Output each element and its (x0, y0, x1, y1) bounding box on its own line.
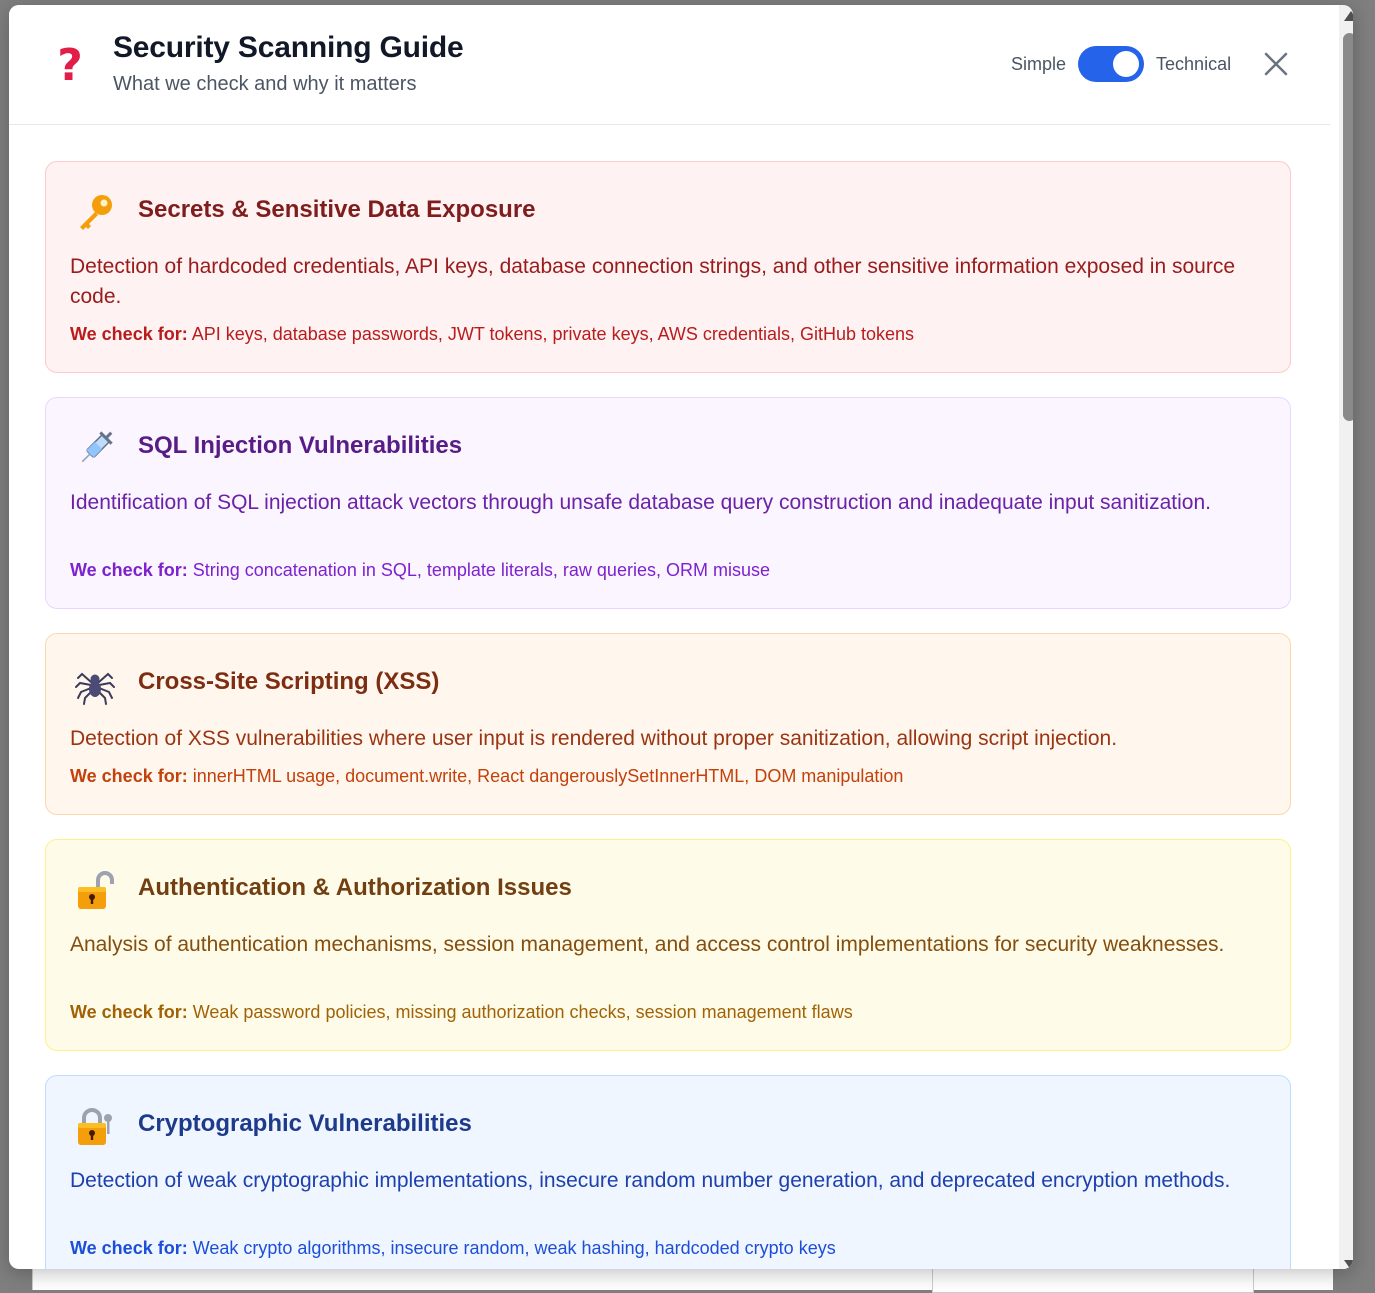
check-label: We check for: (70, 1238, 188, 1258)
check-items: Weak crypto algorithms, insecure random, weak hashing, hardcoded crypto keys (192, 1238, 836, 1258)
card-description: Detection of hardcoded credentials, API keys, database connection strings, and other sensitive information exposed in source code. (70, 255, 1236, 308)
toggle-label-technical[interactable]: Technical (1156, 53, 1232, 74)
card-checklist (70, 1000, 853, 1024)
card-title: Cross-Site Scripting (XSS) (138, 668, 440, 695)
help-question-icon: ? (57, 40, 83, 91)
card-title: Authentication & Authorization Issues (138, 874, 572, 901)
check-label: We check for: (70, 1002, 188, 1022)
check-label: We check for: (70, 324, 188, 344)
modal-title: Security Scanning Guide (113, 31, 464, 64)
guide-content[interactable] (9, 125, 1330, 1269)
card-title: Cryptographic Vulnerabilities (138, 1110, 472, 1137)
close-button[interactable] (1259, 47, 1293, 81)
syringe-icon (74, 428, 116, 470)
card-description: Identification of SQL injection attack vectors through unsafe database query construction and inadequate input sanitization. (70, 491, 1211, 514)
card-checklist (70, 1236, 836, 1260)
spider-icon (74, 664, 116, 706)
check-label: We check for: (70, 560, 188, 580)
card-authentication (45, 839, 1291, 1051)
card-title: SQL Injection Vulnerabilities (138, 432, 463, 459)
card-cryptographic (45, 1075, 1291, 1269)
card-checklist (70, 558, 770, 582)
mode-toggle-switch[interactable] (1078, 46, 1144, 82)
card-description: Detection of XSS vulnerabilities where user input is rendered without proper sanitization, allowing script injection. (70, 727, 1118, 750)
card-description: Analysis of authentication mechanisms, session management, and access control implementations for security weaknesses. (70, 933, 1225, 956)
modal-subtitle: What we check and why it matters (113, 73, 417, 95)
card-description: Detection of weak cryptographic implementations, insecure random number generation, and deprecated encryption methods. (70, 1169, 1231, 1192)
security-guide-modal (9, 5, 1353, 1269)
modal-header (9, 5, 1330, 125)
toggle-label-simple[interactable]: Simple (1011, 53, 1067, 74)
card-secrets (45, 161, 1291, 373)
close-icon (1259, 47, 1293, 81)
unlocked-padlock-icon (74, 870, 116, 912)
locked-key-icon (74, 1106, 116, 1148)
check-items: Weak password policies, missing authorization checks, session management flaws (192, 1002, 853, 1022)
scroll-up-arrow-icon[interactable] (1344, 11, 1353, 21)
mode-toggle-group (1011, 46, 1231, 82)
scroll-down-arrow-icon[interactable] (1344, 1260, 1353, 1269)
card-xss (45, 633, 1291, 815)
check-items: String concatenation in SQL, template literals, raw queries, ORM misuse (192, 560, 770, 580)
card-title: Secrets & Sensitive Data Exposure (138, 196, 536, 223)
check-label: We check for: (70, 766, 188, 786)
card-checklist (70, 322, 914, 346)
toggle-knob (1113, 51, 1139, 77)
scrollbar-thumb[interactable] (1343, 33, 1353, 421)
card-checklist (70, 764, 903, 788)
card-sql-injection (45, 397, 1291, 609)
check-items: innerHTML usage, document.write, React dangerouslySetInnerHTML, DOM manipulation (192, 766, 904, 786)
key-icon (74, 192, 116, 234)
vertical-scrollbar[interactable] (1339, 5, 1353, 1269)
check-items: API keys, database passwords, JWT tokens, private keys, AWS credentials, GitHub tokens (191, 324, 915, 344)
